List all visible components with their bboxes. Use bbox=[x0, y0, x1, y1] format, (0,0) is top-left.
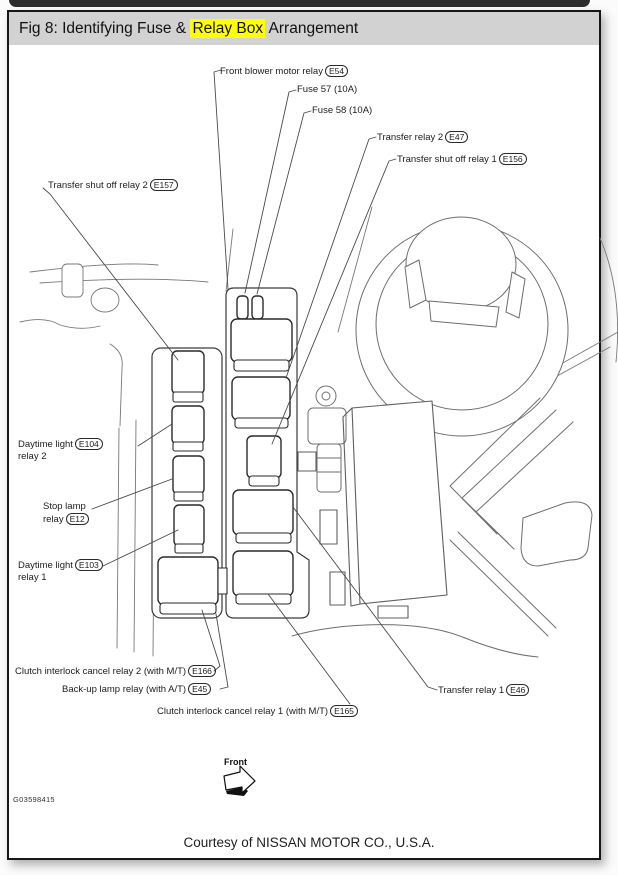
label-daytime-light-relay-1: Daytime light E103 relay 1 bbox=[18, 559, 103, 584]
relay-e54 bbox=[231, 319, 292, 362]
label-fuse-57: Fuse 57 (10A) bbox=[297, 84, 358, 95]
relay-e12 bbox=[173, 456, 204, 494]
label-fuse-58: Fuse 58 (10A) bbox=[312, 105, 373, 116]
label-transfer-relay-2: Transfer relay 2 E47 bbox=[377, 131, 468, 144]
connector-code-e54: E54 bbox=[325, 65, 348, 77]
relay-e46 bbox=[233, 490, 293, 535]
relay-e47 bbox=[232, 377, 290, 420]
label-stop-lamp-relay: Stop lamp relay E12 bbox=[43, 501, 89, 526]
connector-code-e47: E47 bbox=[445, 131, 468, 143]
connector-code-e156: E156 bbox=[499, 153, 527, 165]
relay-e166-e45 bbox=[158, 557, 218, 605]
fuse-57-slot bbox=[237, 296, 248, 319]
label-transfer-shut-off-relay-2: Transfer shut off relay 2 E157 bbox=[48, 179, 178, 192]
label-daytime-light-relay-2: Daytime light E104 relay 2 bbox=[18, 438, 103, 463]
relay-e165 bbox=[233, 551, 293, 596]
connector-code-e165: E165 bbox=[330, 705, 358, 717]
connector-code-e45: E45 bbox=[188, 683, 211, 695]
label-transfer-shut-off-relay-1: Transfer shut off relay 1 E156 bbox=[397, 153, 527, 166]
connector-code-e104: E104 bbox=[75, 438, 103, 450]
label-clutch-interlock-cancel-relay-2: Clutch interlock cancel relay 2 (with M/T) E166 bbox=[15, 665, 216, 678]
connector-code-e103: E103 bbox=[75, 559, 103, 571]
label-backup-lamp-relay: Back-up lamp relay (with A/T) E45 bbox=[62, 683, 211, 696]
relay-e103 bbox=[174, 505, 204, 546]
relay-e104 bbox=[172, 406, 204, 444]
fuse-58-slot bbox=[252, 296, 263, 319]
connector-code-e166: E166 bbox=[188, 665, 216, 677]
figure-code: G03598415 bbox=[13, 795, 55, 804]
relay-e157 bbox=[172, 351, 204, 394]
connector-code-e12: E12 bbox=[66, 513, 89, 525]
relay-e156 bbox=[247, 436, 281, 478]
figure-title-suffix: Arrangement bbox=[265, 20, 359, 37]
label-front-blower-motor-relay: Front blower motor relay E54 bbox=[220, 65, 348, 78]
connector-code-e46: E46 bbox=[506, 684, 529, 696]
front-arrow-icon bbox=[224, 766, 255, 796]
connector-code-e157: E157 bbox=[150, 179, 178, 191]
figure-title-highlight: Relay Box bbox=[192, 20, 264, 37]
courtesy-line: Courtesy of NISSAN MOTOR CO., U.S.A. bbox=[183, 835, 435, 850]
label-transfer-relay-1: Transfer relay 1 E46 bbox=[438, 684, 529, 697]
front-direction-label: Front bbox=[224, 757, 247, 767]
label-clutch-interlock-cancel-relay-1: Clutch interlock cancel relay 1 (with M/T) E165 bbox=[157, 705, 358, 718]
figure-title-prefix: Fig 8: Identifying Fuse & bbox=[19, 20, 191, 37]
